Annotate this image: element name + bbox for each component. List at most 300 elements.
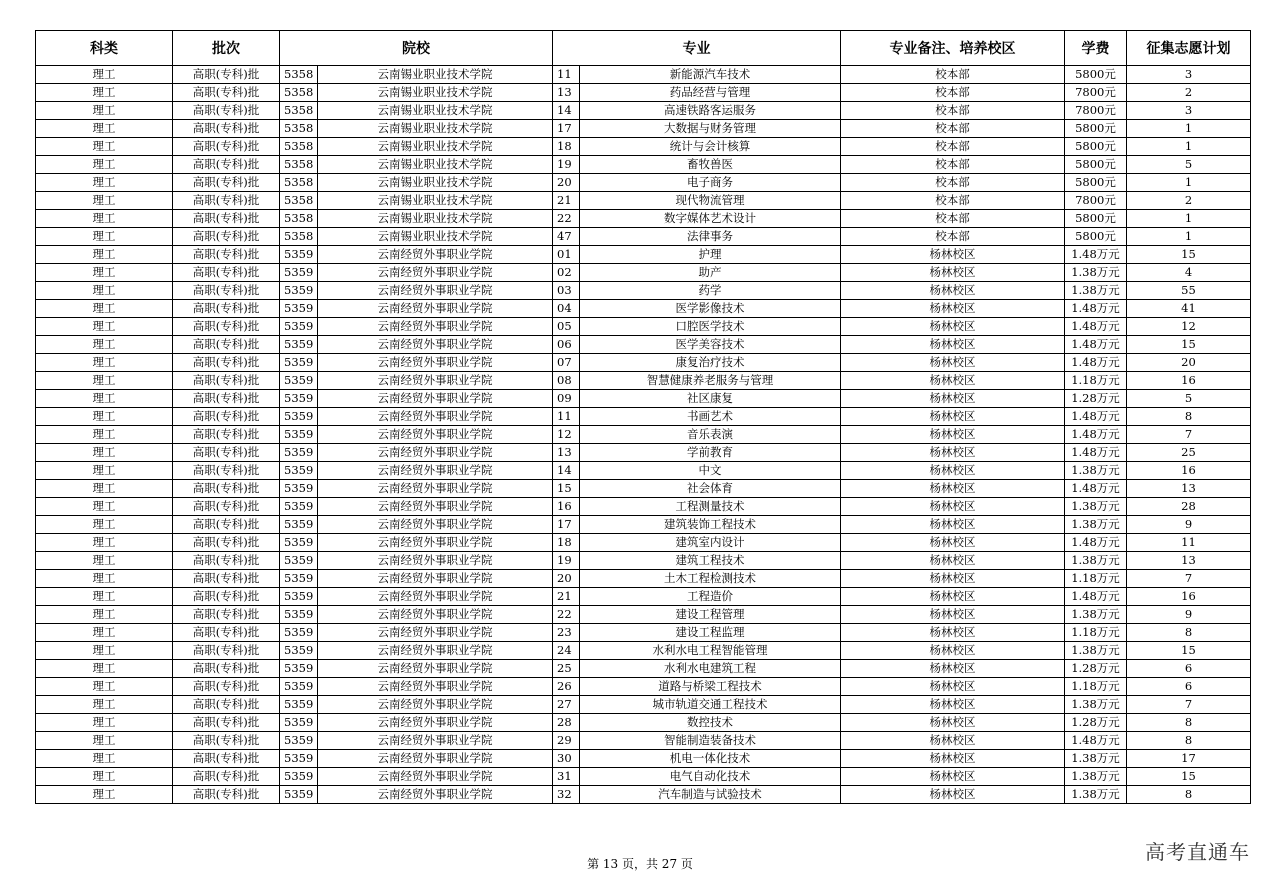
cell-tuition: 5800元	[1065, 210, 1127, 228]
cell-school-name: 云南经贸外事职业学院	[318, 660, 553, 678]
table-header	[36, 31, 1251, 66]
header-category: 科类	[36, 31, 173, 66]
cell-tuition: 5800元	[1065, 174, 1127, 192]
cell-major-name: 汽车制造与试验技术	[580, 786, 841, 804]
cell-tuition: 1.18万元	[1065, 372, 1127, 390]
cell-school-name: 云南锡业职业技术学院	[318, 156, 553, 174]
table-row	[36, 264, 1251, 282]
cell-category: 理工	[36, 300, 173, 318]
table-row	[36, 228, 1251, 246]
cell-major-code: 19	[553, 156, 580, 174]
cell-school-name: 云南经贸外事职业学院	[318, 624, 553, 642]
cell-school-name: 云南锡业职业技术学院	[318, 66, 553, 84]
cell-major-code: 07	[553, 354, 580, 372]
table-row	[36, 390, 1251, 408]
cell-batch: 高职(专科)批	[173, 714, 280, 732]
cell-school-name: 云南经贸外事职业学院	[318, 444, 553, 462]
table-row	[36, 156, 1251, 174]
cell-major-name: 口腔医学技术	[580, 318, 841, 336]
cell-major-code: 14	[553, 462, 580, 480]
cell-tuition: 5800元	[1065, 66, 1127, 84]
cell-remarks-campus: 杨林校区	[841, 570, 1065, 588]
table-row	[36, 624, 1251, 642]
cell-major-name: 书画艺术	[580, 408, 841, 426]
admission-table	[35, 30, 1251, 804]
cell-plan-count: 7	[1127, 570, 1251, 588]
cell-school-name: 云南经贸外事职业学院	[318, 768, 553, 786]
cell-category: 理工	[36, 426, 173, 444]
cell-school-name: 云南锡业职业技术学院	[318, 120, 553, 138]
table-row	[36, 372, 1251, 390]
table-row	[36, 732, 1251, 750]
cell-remarks-campus: 校本部	[841, 120, 1065, 138]
cell-major-code: 11	[553, 66, 580, 84]
cell-remarks-campus: 杨林校区	[841, 534, 1065, 552]
cell-plan-count: 25	[1127, 444, 1251, 462]
cell-remarks-campus: 校本部	[841, 84, 1065, 102]
cell-school-name: 云南经贸外事职业学院	[318, 390, 553, 408]
cell-school-name: 云南经贸外事职业学院	[318, 714, 553, 732]
cell-school-code: 5359	[280, 696, 318, 714]
cell-major-code: 08	[553, 372, 580, 390]
cell-plan-count: 1	[1127, 228, 1251, 246]
cell-school-name: 云南经贸外事职业学院	[318, 372, 553, 390]
cell-school-name: 云南锡业职业技术学院	[318, 228, 553, 246]
cell-major-code: 17	[553, 516, 580, 534]
table-row	[36, 300, 1251, 318]
cell-major-code: 29	[553, 732, 580, 750]
cell-remarks-campus: 杨林校区	[841, 552, 1065, 570]
cell-major-name: 建筑室内设计	[580, 534, 841, 552]
header-major: 专业	[553, 31, 841, 66]
cell-school-name: 云南经贸外事职业学院	[318, 678, 553, 696]
cell-school-code: 5359	[280, 588, 318, 606]
cell-plan-count: 7	[1127, 426, 1251, 444]
cell-plan-count: 8	[1127, 732, 1251, 750]
cell-tuition: 1.38万元	[1065, 750, 1127, 768]
cell-major-name: 机电一体化技术	[580, 750, 841, 768]
cell-school-code: 5359	[280, 498, 318, 516]
table-row	[36, 570, 1251, 588]
table-body	[36, 66, 1251, 804]
cell-major-code: 21	[553, 588, 580, 606]
cell-school-code: 5359	[280, 570, 318, 588]
cell-school-name: 云南经贸外事职业学院	[318, 282, 553, 300]
cell-school-code: 5359	[280, 444, 318, 462]
table-row	[36, 84, 1251, 102]
cell-plan-count: 3	[1127, 66, 1251, 84]
cell-category: 理工	[36, 516, 173, 534]
cell-batch: 高职(专科)批	[173, 732, 280, 750]
cell-major-code: 21	[553, 192, 580, 210]
cell-batch: 高职(专科)批	[173, 552, 280, 570]
cell-major-name: 音乐表演	[580, 426, 841, 444]
cell-school-code: 5359	[280, 462, 318, 480]
cell-remarks-campus: 杨林校区	[841, 282, 1065, 300]
cell-school-code: 5359	[280, 786, 318, 804]
cell-school-name: 云南经贸外事职业学院	[318, 498, 553, 516]
cell-plan-count: 1	[1127, 138, 1251, 156]
cell-school-name: 云南经贸外事职业学院	[318, 354, 553, 372]
cell-major-name: 建筑装饰工程技术	[580, 516, 841, 534]
cell-major-name: 畜牧兽医	[580, 156, 841, 174]
cell-plan-count: 6	[1127, 678, 1251, 696]
cell-batch: 高职(专科)批	[173, 174, 280, 192]
cell-school-code: 5359	[280, 336, 318, 354]
cell-tuition: 1.48万元	[1065, 732, 1127, 750]
cell-tuition: 1.38万元	[1065, 768, 1127, 786]
cell-major-name: 建设工程监理	[580, 624, 841, 642]
cell-major-name: 数控技术	[580, 714, 841, 732]
cell-remarks-campus: 杨林校区	[841, 714, 1065, 732]
cell-school-name: 云南锡业职业技术学院	[318, 210, 553, 228]
header-plan: 征集志愿计划	[1127, 31, 1251, 66]
table-row	[36, 462, 1251, 480]
cell-major-name: 城市轨道交通工程技术	[580, 696, 841, 714]
header-batch: 批次	[173, 31, 280, 66]
cell-category: 理工	[36, 228, 173, 246]
cell-tuition: 1.48万元	[1065, 336, 1127, 354]
cell-school-code: 5359	[280, 534, 318, 552]
cell-plan-count: 9	[1127, 606, 1251, 624]
cell-plan-count: 11	[1127, 534, 1251, 552]
cell-major-code: 09	[553, 390, 580, 408]
cell-school-code: 5359	[280, 408, 318, 426]
cell-category: 理工	[36, 624, 173, 642]
cell-major-name: 工程造价	[580, 588, 841, 606]
cell-school-code: 5359	[280, 426, 318, 444]
cell-category: 理工	[36, 732, 173, 750]
cell-school-code: 5359	[280, 354, 318, 372]
cell-school-name: 云南经贸外事职业学院	[318, 264, 553, 282]
cell-school-name: 云南经贸外事职业学院	[318, 732, 553, 750]
cell-category: 理工	[36, 768, 173, 786]
cell-batch: 高职(专科)批	[173, 642, 280, 660]
cell-remarks-campus: 杨林校区	[841, 336, 1065, 354]
cell-school-code: 5358	[280, 228, 318, 246]
cell-major-name: 水利水电工程智能管理	[580, 642, 841, 660]
cell-batch: 高职(专科)批	[173, 534, 280, 552]
cell-major-code: 30	[553, 750, 580, 768]
cell-plan-count: 17	[1127, 750, 1251, 768]
cell-tuition: 7800元	[1065, 102, 1127, 120]
cell-remarks-campus: 杨林校区	[841, 300, 1065, 318]
cell-batch: 高职(专科)批	[173, 102, 280, 120]
cell-category: 理工	[36, 552, 173, 570]
cell-major-code: 05	[553, 318, 580, 336]
cell-school-code: 5359	[280, 552, 318, 570]
cell-major-name: 护理	[580, 246, 841, 264]
cell-plan-count: 9	[1127, 516, 1251, 534]
cell-tuition: 1.48万元	[1065, 408, 1127, 426]
cell-school-code: 5359	[280, 768, 318, 786]
cell-batch: 高职(专科)批	[173, 426, 280, 444]
cell-remarks-campus: 校本部	[841, 228, 1065, 246]
cell-tuition: 1.48万元	[1065, 534, 1127, 552]
cell-major-name: 助产	[580, 264, 841, 282]
cell-major-code: 18	[553, 138, 580, 156]
cell-plan-count: 16	[1127, 588, 1251, 606]
cell-batch: 高职(专科)批	[173, 84, 280, 102]
cell-remarks-campus: 杨林校区	[841, 246, 1065, 264]
cell-batch: 高职(专科)批	[173, 750, 280, 768]
cell-tuition: 1.38万元	[1065, 642, 1127, 660]
cell-school-name: 云南锡业职业技术学院	[318, 192, 553, 210]
cell-category: 理工	[36, 714, 173, 732]
cell-school-code: 5359	[280, 246, 318, 264]
cell-major-code: 11	[553, 408, 580, 426]
cell-major-code: 28	[553, 714, 580, 732]
table-row	[36, 210, 1251, 228]
cell-plan-count: 12	[1127, 318, 1251, 336]
cell-remarks-campus: 杨林校区	[841, 588, 1065, 606]
cell-remarks-campus: 杨林校区	[841, 642, 1065, 660]
cell-major-name: 药品经营与管理	[580, 84, 841, 102]
cell-tuition: 5800元	[1065, 156, 1127, 174]
cell-plan-count: 4	[1127, 264, 1251, 282]
cell-tuition: 1.48万元	[1065, 246, 1127, 264]
cell-plan-count: 3	[1127, 102, 1251, 120]
cell-plan-count: 13	[1127, 552, 1251, 570]
cell-plan-count: 8	[1127, 408, 1251, 426]
cell-school-name: 云南经贸外事职业学院	[318, 552, 553, 570]
cell-school-code: 5359	[280, 480, 318, 498]
cell-batch: 高职(专科)批	[173, 354, 280, 372]
cell-school-code: 5358	[280, 192, 318, 210]
cell-batch: 高职(专科)批	[173, 390, 280, 408]
cell-school-code: 5359	[280, 318, 318, 336]
cell-tuition: 1.48万元	[1065, 318, 1127, 336]
cell-batch: 高职(专科)批	[173, 588, 280, 606]
cell-major-name: 智慧健康养老服务与管理	[580, 372, 841, 390]
cell-category: 理工	[36, 678, 173, 696]
cell-major-name: 水利水电建筑工程	[580, 660, 841, 678]
cell-major-name: 药学	[580, 282, 841, 300]
cell-remarks-campus: 杨林校区	[841, 372, 1065, 390]
cell-batch: 高职(专科)批	[173, 372, 280, 390]
cell-remarks-campus: 杨林校区	[841, 696, 1065, 714]
cell-major-code: 25	[553, 660, 580, 678]
cell-school-name: 云南经贸外事职业学院	[318, 246, 553, 264]
cell-remarks-campus: 校本部	[841, 102, 1065, 120]
cell-remarks-campus: 杨林校区	[841, 462, 1065, 480]
cell-tuition: 5800元	[1065, 120, 1127, 138]
cell-category: 理工	[36, 480, 173, 498]
cell-major-code: 24	[553, 642, 580, 660]
cell-batch: 高职(专科)批	[173, 606, 280, 624]
cell-school-code: 5359	[280, 714, 318, 732]
cell-category: 理工	[36, 210, 173, 228]
cell-major-code: 22	[553, 606, 580, 624]
cell-school-code: 5359	[280, 390, 318, 408]
cell-batch: 高职(专科)批	[173, 192, 280, 210]
cell-major-name: 数字媒体艺术设计	[580, 210, 841, 228]
cell-major-name: 大数据与财务管理	[580, 120, 841, 138]
cell-school-name: 云南经贸外事职业学院	[318, 534, 553, 552]
table-row	[36, 588, 1251, 606]
cell-remarks-campus: 杨林校区	[841, 678, 1065, 696]
cell-major-code: 47	[553, 228, 580, 246]
cell-remarks-campus: 杨林校区	[841, 732, 1065, 750]
cell-plan-count: 8	[1127, 624, 1251, 642]
cell-school-name: 云南经贸外事职业学院	[318, 426, 553, 444]
cell-major-code: 18	[553, 534, 580, 552]
cell-major-name: 电子商务	[580, 174, 841, 192]
cell-category: 理工	[36, 588, 173, 606]
cell-major-code: 16	[553, 498, 580, 516]
page-number: 第 13 页，共 27 页	[587, 857, 693, 871]
cell-major-code: 19	[553, 552, 580, 570]
cell-remarks-campus: 杨林校区	[841, 624, 1065, 642]
cell-category: 理工	[36, 120, 173, 138]
table-row	[36, 498, 1251, 516]
cell-batch: 高职(专科)批	[173, 282, 280, 300]
cell-remarks-campus: 校本部	[841, 138, 1065, 156]
cell-school-name: 云南锡业职业技术学院	[318, 174, 553, 192]
cell-remarks-campus: 杨林校区	[841, 444, 1065, 462]
cell-tuition: 1.18万元	[1065, 570, 1127, 588]
cell-category: 理工	[36, 318, 173, 336]
cell-plan-count: 15	[1127, 642, 1251, 660]
cell-school-name: 云南经贸外事职业学院	[318, 408, 553, 426]
cell-tuition: 1.28万元	[1065, 660, 1127, 678]
table-row	[36, 516, 1251, 534]
cell-school-code: 5359	[280, 750, 318, 768]
cell-category: 理工	[36, 444, 173, 462]
cell-category: 理工	[36, 84, 173, 102]
cell-school-code: 5358	[280, 138, 318, 156]
cell-batch: 高职(专科)批	[173, 210, 280, 228]
cell-batch: 高职(专科)批	[173, 480, 280, 498]
cell-remarks-campus: 杨林校区	[841, 264, 1065, 282]
cell-major-name: 医学影像技术	[580, 300, 841, 318]
cell-school-code: 5359	[280, 282, 318, 300]
cell-category: 理工	[36, 246, 173, 264]
cell-category: 理工	[36, 174, 173, 192]
table-row	[36, 696, 1251, 714]
cell-school-name: 云南经贸外事职业学院	[318, 588, 553, 606]
table-row	[36, 66, 1251, 84]
table-row	[36, 714, 1251, 732]
cell-tuition: 1.18万元	[1065, 678, 1127, 696]
cell-category: 理工	[36, 192, 173, 210]
table-row	[36, 552, 1251, 570]
cell-school-code: 5359	[280, 372, 318, 390]
cell-major-name: 现代物流管理	[580, 192, 841, 210]
cell-major-name: 统计与会计核算	[580, 138, 841, 156]
cell-tuition: 1.38万元	[1065, 786, 1127, 804]
cell-major-name: 土木工程检测技术	[580, 570, 841, 588]
table-row	[36, 102, 1251, 120]
cell-batch: 高职(专科)批	[173, 444, 280, 462]
cell-plan-count: 8	[1127, 714, 1251, 732]
table-row	[36, 480, 1251, 498]
cell-school-code: 5359	[280, 624, 318, 642]
table-row	[36, 750, 1251, 768]
cell-major-code: 26	[553, 678, 580, 696]
cell-tuition: 5800元	[1065, 228, 1127, 246]
cell-batch: 高职(专科)批	[173, 246, 280, 264]
cell-tuition: 1.48万元	[1065, 300, 1127, 318]
cell-major-name: 中文	[580, 462, 841, 480]
cell-tuition: 1.38万元	[1065, 264, 1127, 282]
cell-school-code: 5359	[280, 264, 318, 282]
cell-category: 理工	[36, 390, 173, 408]
cell-major-name: 法律事务	[580, 228, 841, 246]
table-row	[36, 120, 1251, 138]
cell-school-name: 云南锡业职业技术学院	[318, 138, 553, 156]
cell-category: 理工	[36, 696, 173, 714]
cell-batch: 高职(专科)批	[173, 660, 280, 678]
cell-batch: 高职(专科)批	[173, 768, 280, 786]
cell-major-code: 12	[553, 426, 580, 444]
cell-school-name: 云南经贸外事职业学院	[318, 336, 553, 354]
cell-batch: 高职(专科)批	[173, 318, 280, 336]
cell-batch: 高职(专科)批	[173, 408, 280, 426]
cell-major-name: 新能源汽车技术	[580, 66, 841, 84]
cell-school-name: 云南经贸外事职业学院	[318, 480, 553, 498]
cell-tuition: 1.38万元	[1065, 606, 1127, 624]
cell-plan-count: 5	[1127, 156, 1251, 174]
cell-school-code: 5358	[280, 174, 318, 192]
header-tuition: 学费	[1065, 31, 1127, 66]
cell-major-code: 01	[553, 246, 580, 264]
cell-major-code: 02	[553, 264, 580, 282]
table-row	[36, 678, 1251, 696]
cell-major-name: 电气自动化技术	[580, 768, 841, 786]
cell-batch: 高职(专科)批	[173, 138, 280, 156]
cell-batch: 高职(专科)批	[173, 516, 280, 534]
cell-batch: 高职(专科)批	[173, 696, 280, 714]
table-row	[36, 354, 1251, 372]
cell-plan-count: 41	[1127, 300, 1251, 318]
table-row	[36, 282, 1251, 300]
table-row	[36, 138, 1251, 156]
cell-major-code: 20	[553, 570, 580, 588]
cell-category: 理工	[36, 354, 173, 372]
cell-remarks-campus: 杨林校区	[841, 768, 1065, 786]
cell-tuition: 1.18万元	[1065, 624, 1127, 642]
cell-major-code: 04	[553, 300, 580, 318]
cell-school-name: 云南经贸外事职业学院	[318, 462, 553, 480]
cell-plan-count: 55	[1127, 282, 1251, 300]
table-row	[36, 768, 1251, 786]
cell-major-code: 13	[553, 84, 580, 102]
cell-batch: 高职(专科)批	[173, 264, 280, 282]
cell-batch: 高职(专科)批	[173, 786, 280, 804]
cell-school-name: 云南经贸外事职业学院	[318, 786, 553, 804]
cell-plan-count: 16	[1127, 462, 1251, 480]
cell-plan-count: 15	[1127, 336, 1251, 354]
table-row	[36, 174, 1251, 192]
cell-major-code: 13	[553, 444, 580, 462]
watermark-logo-text: 高考直通车	[1145, 840, 1250, 864]
cell-tuition: 1.38万元	[1065, 462, 1127, 480]
cell-remarks-campus: 杨林校区	[841, 426, 1065, 444]
cell-school-name: 云南经贸外事职业学院	[318, 318, 553, 336]
cell-batch: 高职(专科)批	[173, 66, 280, 84]
cell-major-code: 17	[553, 120, 580, 138]
cell-school-code: 5359	[280, 642, 318, 660]
cell-remarks-campus: 杨林校区	[841, 318, 1065, 336]
cell-tuition: 1.48万元	[1065, 444, 1127, 462]
cell-plan-count: 8	[1127, 786, 1251, 804]
cell-school-code: 5358	[280, 84, 318, 102]
cell-remarks-campus: 杨林校区	[841, 660, 1065, 678]
cell-category: 理工	[36, 786, 173, 804]
table-row	[36, 318, 1251, 336]
cell-remarks-campus: 杨林校区	[841, 786, 1065, 804]
